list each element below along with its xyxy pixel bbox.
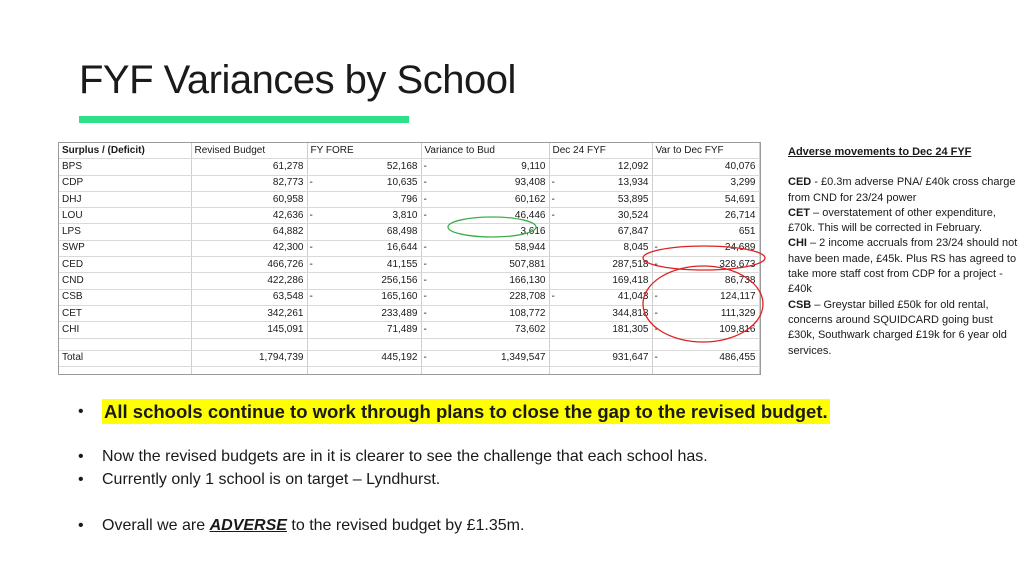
fy-forecast-cell: 52,168 xyxy=(307,159,421,175)
note-csb: CSB – Greystar billed £50k for old rental, concerns around SQUIDCARD going bust £30k, Southwark charged £19k for 6 year old services. xyxy=(788,298,1007,357)
var-to-dec-fyf-cell: - 109,816 xyxy=(652,322,759,338)
variance-to-budget-cell: - 46,446 xyxy=(421,208,549,224)
var-to-dec-fyf-cell: 86,738 xyxy=(652,273,759,289)
variance-to-budget-cell: - 60,162 xyxy=(421,191,549,207)
var-to-dec-fyf-cell: - 111,329 xyxy=(652,305,759,321)
dec-fyf-cell: 931,647 xyxy=(549,350,652,366)
variance-to-budget-cell: - 93,408 xyxy=(421,175,549,191)
bullet-adverse: • Overall we are ADVERSE to the revised budget by £1.35m. xyxy=(78,514,830,537)
fy-forecast-cell: 71,489 xyxy=(307,322,421,338)
school-cell: CND xyxy=(59,273,191,289)
revised-budget-cell: 342,261 xyxy=(191,305,307,321)
revised-budget-cell: 42,300 xyxy=(191,240,307,256)
note-ced: CED - £0.3m adverse PNA/ £40k cross charge from CND for 23/24 power xyxy=(788,176,1016,204)
revised-budget-cell: 42,636 xyxy=(191,208,307,224)
dec-fyf-cell: 344,818 xyxy=(549,305,652,321)
fy-forecast-cell: 796 xyxy=(307,191,421,207)
school-cell: CET xyxy=(59,305,191,321)
note-cet: CET – overstatement of other expenditure, £70k. This will be corrected in February. xyxy=(788,206,996,235)
header-cell: Variance to Bud xyxy=(421,143,549,159)
var-to-dec-fyf-cell: 40,076 xyxy=(652,159,759,175)
variance-to-budget-cell: - 166,130 xyxy=(421,273,549,289)
revised-budget-cell: 1,794,739 xyxy=(191,350,307,366)
dec-fyf-cell: 169,418 xyxy=(549,273,652,289)
header-cell: FY FORE xyxy=(307,143,421,159)
school-cell: LPS xyxy=(59,224,191,240)
bullet-list xyxy=(78,400,830,537)
var-to-dec-fyf-cell: 54,691 xyxy=(652,191,759,207)
variance-to-budget-cell: - 1,349,547 xyxy=(421,350,549,366)
var-to-dec-fyf-cell: - 24,689 xyxy=(652,240,759,256)
dec-fyf-cell: - 53,895 xyxy=(549,191,652,207)
green-circle-lps-variance xyxy=(448,217,536,237)
school-cell: CHI xyxy=(59,322,191,338)
dec-fyf-cell: 67,847 xyxy=(549,224,652,240)
school-cell: SWP xyxy=(59,240,191,256)
school-cell: CED xyxy=(59,257,191,273)
fy-forecast-cell: 68,498 xyxy=(307,224,421,240)
header-cell: Revised Budget xyxy=(191,143,307,159)
revised-budget-cell: 422,286 xyxy=(191,273,307,289)
fy-forecast-cell: 445,192 xyxy=(307,350,421,366)
header-cell: Var to Dec FYF xyxy=(652,143,759,159)
bullet-item: • Currently only 1 school is on target – Lyndhurst. xyxy=(78,468,830,491)
revised-budget-cell: 60,958 xyxy=(191,191,307,207)
variance-to-budget-cell: - 58,944 xyxy=(421,240,549,256)
school-cell: DHJ xyxy=(59,191,191,207)
var-to-dec-fyf-cell: 26,714 xyxy=(652,208,759,224)
school-cell: BPS xyxy=(59,159,191,175)
school-cell: CSB xyxy=(59,289,191,305)
dec-fyf-cell: - 13,934 xyxy=(549,175,652,191)
dec-fyf-cell: 8,045 xyxy=(549,240,652,256)
revised-budget-cell: 61,278 xyxy=(191,159,307,175)
dec-fyf-cell: - 30,524 xyxy=(549,208,652,224)
var-to-dec-fyf-cell: 651 xyxy=(652,224,759,240)
header-cell: Surplus / (Deficit) xyxy=(59,143,191,159)
variance-to-budget-cell: - 9,110 xyxy=(421,159,549,175)
fy-forecast-cell: - 10,635 xyxy=(307,175,421,191)
variance-to-budget-cell: 3,616 xyxy=(421,224,549,240)
revised-budget-cell: 64,882 xyxy=(191,224,307,240)
note-chi: CHI – 2 income accruals from 23/24 should not have been made, £45k. Plus RS has agreed to take more staff cost from CDP for a project - £40k xyxy=(788,237,1018,296)
fy-forecast-cell: - 16,644 xyxy=(307,240,421,256)
variance-to-budget-cell: - 108,772 xyxy=(421,305,549,321)
header-cell: Dec 24 FYF xyxy=(549,143,652,159)
page-title: FYF Variances by School xyxy=(79,58,516,102)
var-to-dec-fyf-cell: - 328,673 xyxy=(652,257,759,273)
fy-forecast-cell: 233,489 xyxy=(307,305,421,321)
bullet-item: • Now the revised budgets are in it is clearer to see the challenge that each school has. xyxy=(78,445,830,468)
school-cell: LOU xyxy=(59,208,191,224)
var-to-dec-fyf-cell: 3,299 xyxy=(652,175,759,191)
school-cell: CDP xyxy=(59,175,191,191)
revised-budget-cell: 63,548 xyxy=(191,289,307,305)
dec-fyf-cell: 287,518 xyxy=(549,257,652,273)
school-cell: Total xyxy=(59,350,191,366)
variance-to-budget-cell: - 73,602 xyxy=(421,322,549,338)
dec-fyf-cell: 12,092 xyxy=(549,159,652,175)
adverse-movements-notes xyxy=(788,145,1018,359)
notes-heading: Adverse movements to Dec 24 FYF xyxy=(788,146,972,158)
var-to-dec-fyf-cell: - 124,117 xyxy=(652,289,759,305)
var-to-dec-fyf-cell: - 486,455 xyxy=(652,350,759,366)
revised-budget-cell: 466,726 xyxy=(191,257,307,273)
fy-forecast-cell: - 41,155 xyxy=(307,257,421,273)
revised-budget-cell: 145,091 xyxy=(191,322,307,338)
bullet-highlight: • All schools continue to work through plans to close the gap to the revised budget. xyxy=(78,400,830,425)
variance-to-budget-cell: - 507,881 xyxy=(421,257,549,273)
revised-budget-cell: 82,773 xyxy=(191,175,307,191)
fy-forecast-cell: - 165,160 xyxy=(307,289,421,305)
variance-to-budget-cell: - 228,708 xyxy=(421,289,549,305)
dec-fyf-cell: 181,305 xyxy=(549,322,652,338)
red-circle-csb-chi-variance xyxy=(643,266,763,342)
dec-fyf-cell: - 41,043 xyxy=(549,289,652,305)
fy-forecast-cell: - 3,810 xyxy=(307,208,421,224)
fy-forecast-cell: 256,156 xyxy=(307,273,421,289)
